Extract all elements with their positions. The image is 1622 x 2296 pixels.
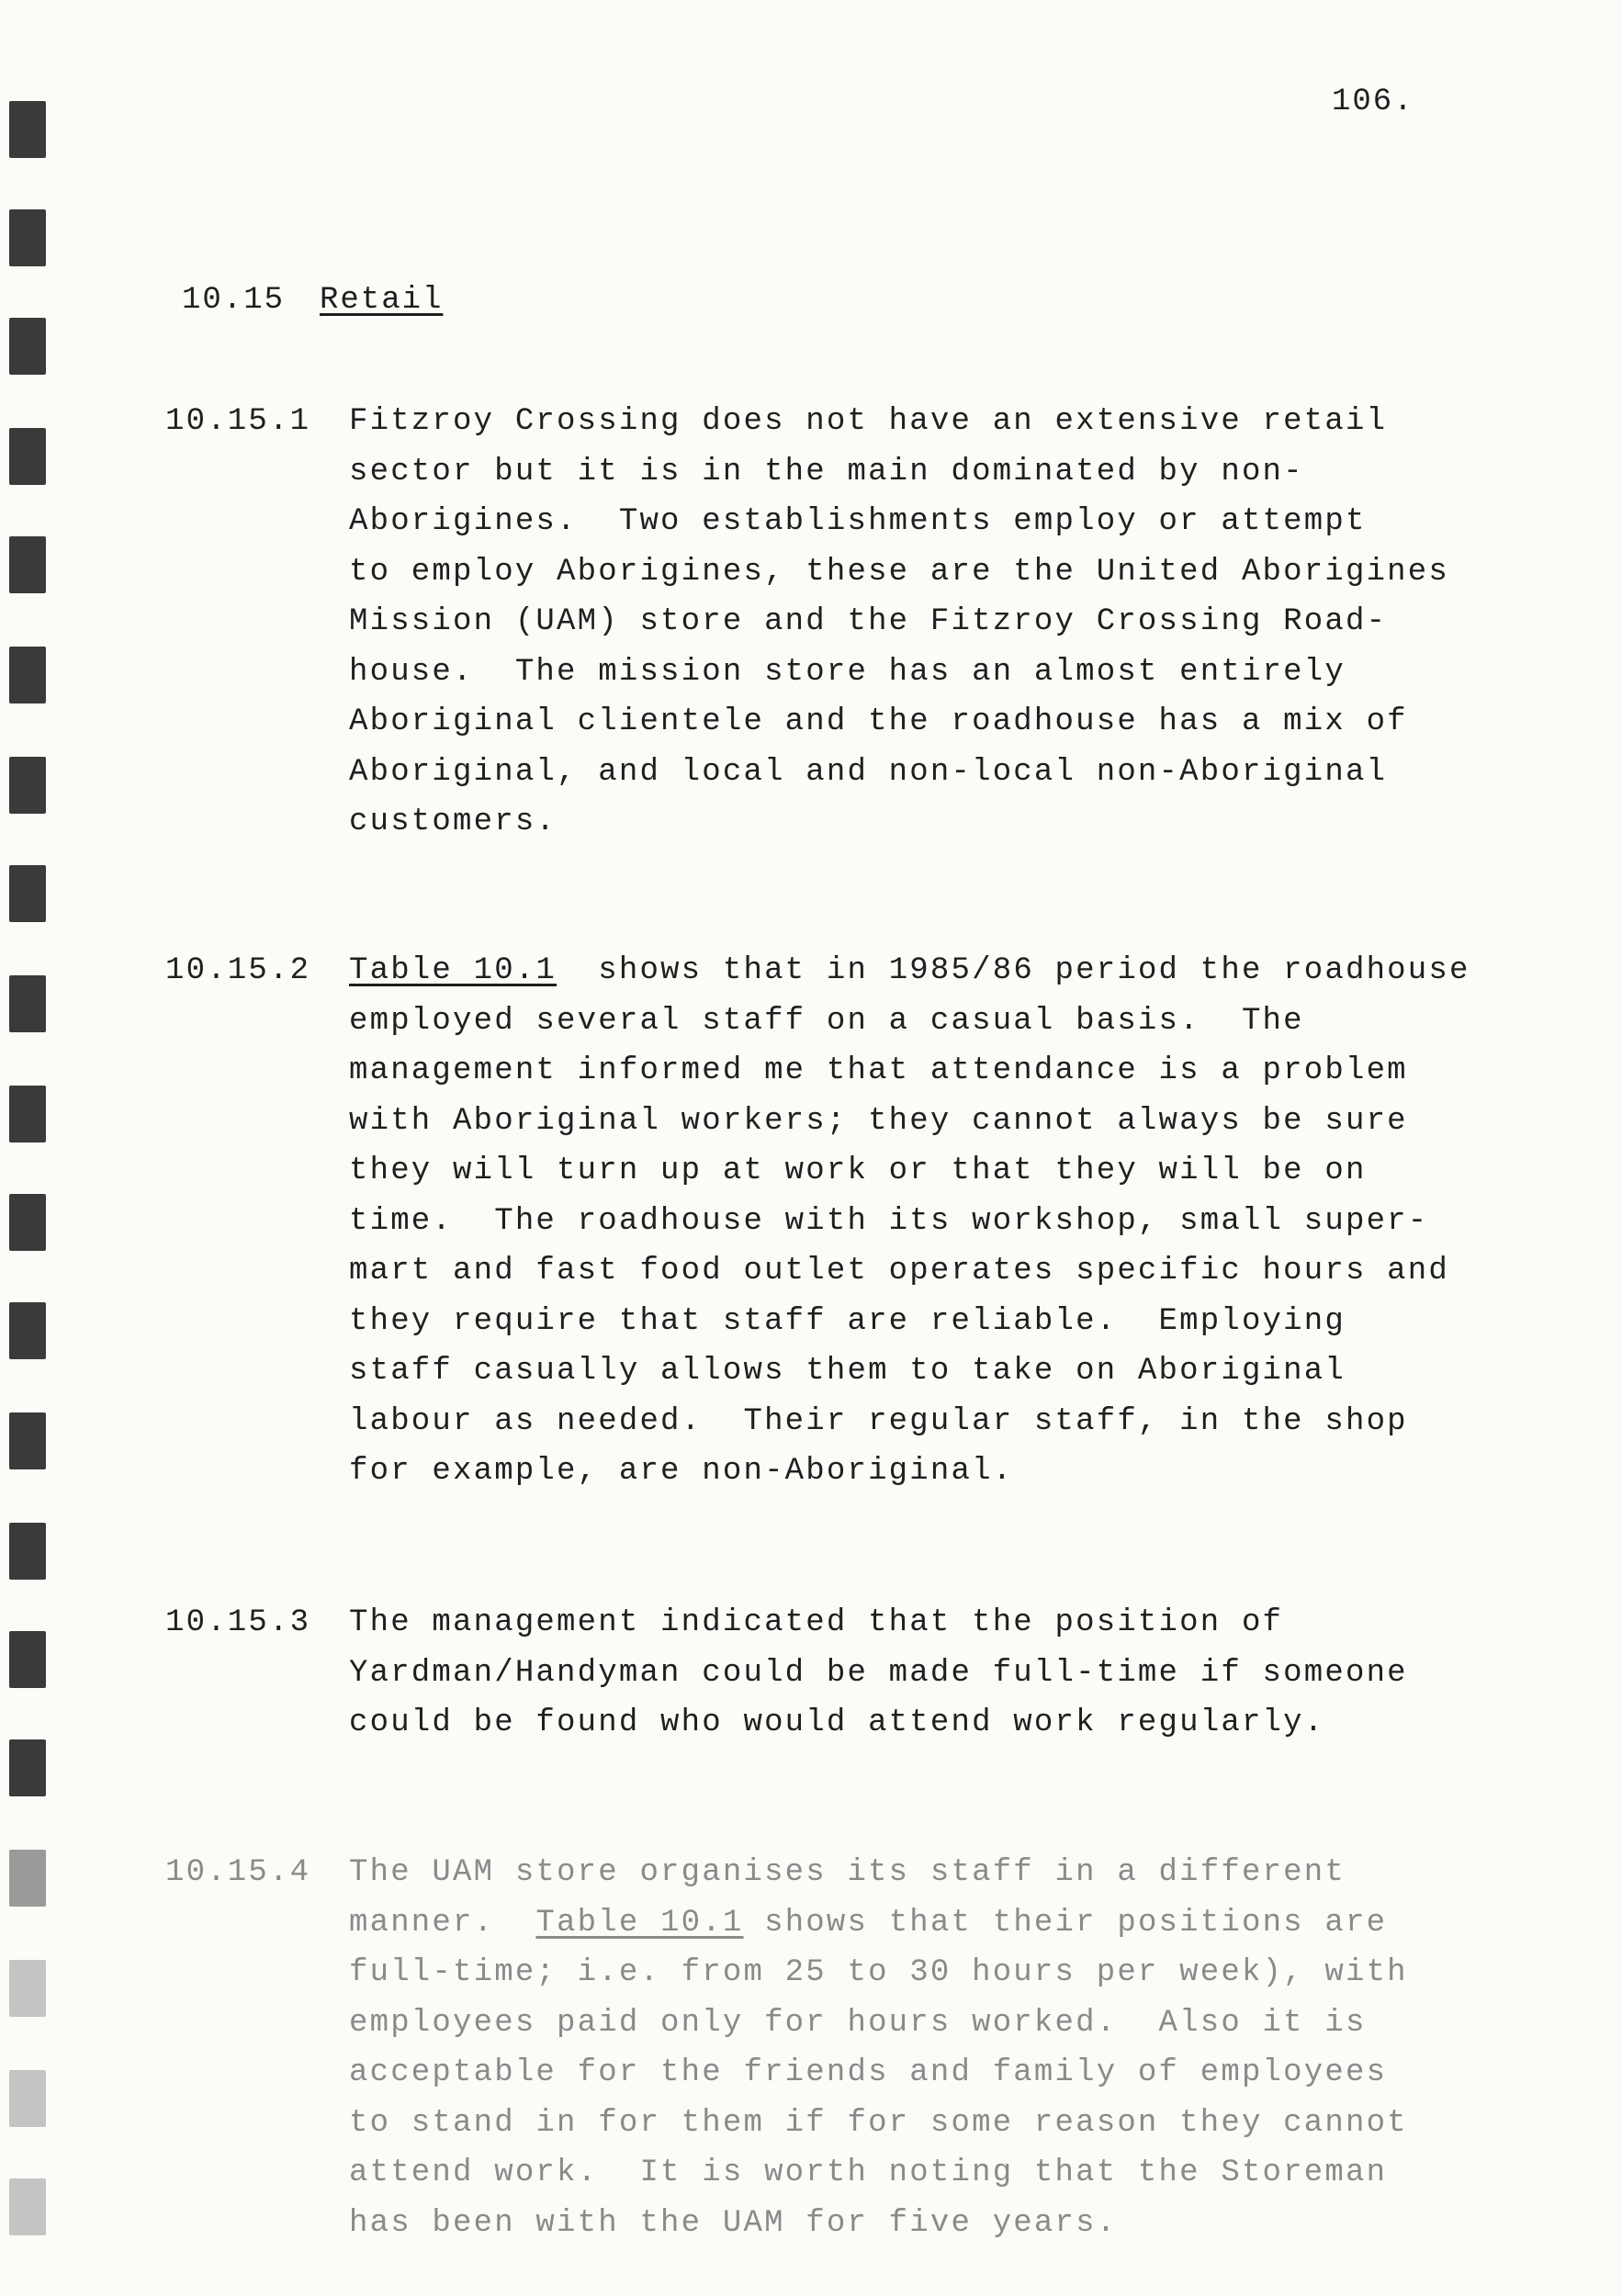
binding-hole — [9, 1850, 46, 1907]
binding-hole — [9, 757, 46, 814]
text-line: mart and fast food outlet operates specific hours and — [349, 1254, 1449, 1289]
table-reference[interactable]: Table 10.1 — [535, 1905, 744, 1941]
binding-hole — [9, 428, 46, 485]
text-line: they require that staff are reliable. Employing — [349, 1303, 1346, 1339]
paragraph-10-15-3 — [165, 1598, 1470, 1749]
binding-hole — [9, 1302, 46, 1359]
text-line: Aborigines. Two establishments employ or attempt — [349, 504, 1367, 539]
paragraph-10-15-2 — [165, 946, 1470, 1497]
section-number: 10.15 — [182, 283, 286, 318]
text-line: has been with the UAM for five years. — [349, 2205, 1118, 2241]
text-line: house. The mission store has an almost entirely — [349, 654, 1346, 690]
text-line: Aboriginal, and local and non-local non-Aboriginal — [349, 754, 1388, 790]
paragraph-10-15-1 — [165, 397, 1470, 848]
text-line: Yardman/Handyman could be made full-time if someone — [349, 1655, 1408, 1691]
binding-hole — [9, 318, 46, 375]
text-line: employees paid only for hours worked. Also it is — [349, 2005, 1367, 2041]
binding-hole — [9, 865, 46, 922]
text-line: customers. — [349, 805, 558, 839]
binding-hole — [9, 2178, 46, 2235]
binding-hole — [9, 101, 46, 158]
binding-hole — [9, 2070, 46, 2127]
binding-hole — [9, 1631, 46, 1688]
paragraph-number: 10.15.1 — [165, 404, 311, 439]
text-line: staff casually allows them to take on Aboriginal — [349, 1354, 1346, 1389]
text-line: The management indicated that the position of — [349, 1605, 1284, 1640]
text-line: labour as needed. Their regular staff, in the shop — [349, 1403, 1408, 1439]
text-line: they will turn up at work or that they will be on — [349, 1154, 1367, 1188]
binding-hole — [9, 647, 46, 703]
binding-holes — [0, 0, 64, 2296]
text-line: time. The roadhouse with its workshop, small super- — [349, 1203, 1429, 1239]
binding-hole — [9, 1194, 46, 1251]
paragraph-number: 10.15.3 — [165, 1605, 311, 1640]
paragraph-number: 10.15.4 — [165, 1855, 311, 1890]
section-title: Retail — [320, 283, 444, 318]
paragraph-number: 10.15.2 — [165, 953, 311, 988]
text-line: management informed me that attendance is a problem — [349, 1053, 1408, 1088]
text-line: Aboriginal clientele and the roadhouse has a mix of — [349, 704, 1408, 739]
text-line: acceptable for the friends and family of employees — [349, 2055, 1388, 2090]
text-fragment: shows that in 1985/86 period the roadhouse — [557, 953, 1470, 988]
text-line: Mission (UAM) store and the Fitzroy Crossing Road- — [349, 604, 1388, 639]
text-line: employed several staff on a casual basis. The — [349, 1003, 1304, 1039]
page-number: 106. — [1332, 84, 1414, 119]
text-fragment: shows that their positions are — [743, 1905, 1388, 1941]
paragraph-10-15-4 — [165, 1848, 1470, 2248]
text-line: could be found who would attend work regularly. — [349, 1705, 1325, 1740]
text-line: sector but it is in the main dominated by non- — [349, 454, 1304, 490]
section-heading — [182, 283, 443, 318]
text-fragment: manner. — [349, 1905, 536, 1941]
text-line: for example, are non-Aboriginal. — [349, 1454, 1014, 1489]
table-reference[interactable]: Table 10.1 — [349, 953, 558, 988]
binding-hole — [9, 1412, 46, 1469]
binding-hole — [9, 209, 46, 266]
binding-hole — [9, 1739, 46, 1796]
binding-hole — [9, 536, 46, 593]
text-line: Fitzroy Crossing does not have an extensive retail — [349, 404, 1388, 439]
binding-hole — [9, 975, 46, 1032]
text-line: The UAM store organises its staff in a different — [349, 1855, 1346, 1890]
binding-hole — [9, 1960, 46, 2017]
binding-hole — [9, 1086, 46, 1142]
text-line — [349, 1898, 1470, 1949]
text-line: to stand in for them if for some reason they cannot — [349, 2105, 1408, 2141]
text-line: attend work. It is worth noting that the Storeman — [349, 2155, 1388, 2190]
text-line — [349, 946, 1470, 996]
text-line: with Aboriginal workers; they cannot always be sure — [349, 1103, 1408, 1139]
text-line: full-time; i.e. from 25 to 30 hours per week), with — [349, 1955, 1408, 1990]
text-line: to employ Aborigines, these are the United Aborigines — [349, 554, 1449, 590]
binding-hole — [9, 1523, 46, 1580]
